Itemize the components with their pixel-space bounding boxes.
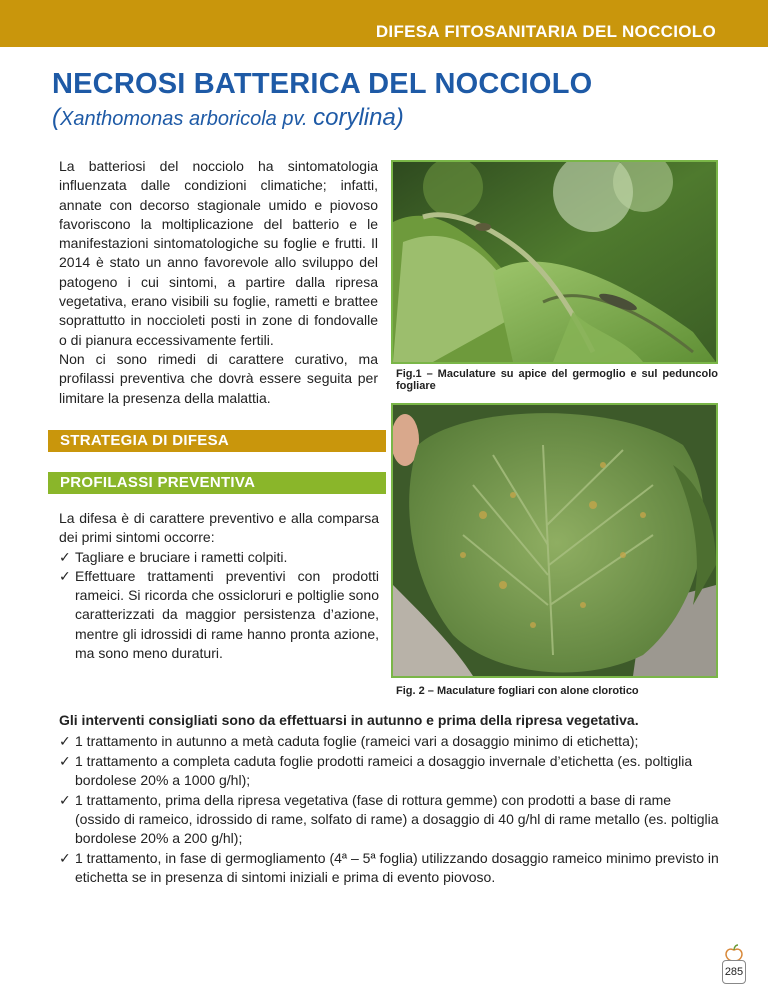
list-item [59,567,379,663]
list-item [59,732,719,751]
page-title: NECROSI BATTERICA DEL NOCCIOLO [52,68,593,100]
check-icon: ✓ [59,567,71,584]
page-number: 285 [722,960,746,984]
list-item-text: Effettuare trattamenti preventivi con prodotti rameici. Si ricorda che ossicloruri e poltiglie sono caratterizzati da maggior persistenza d’azione, mentre gli idrossidi di rame hanno pronta azione, ma sono meno duraturi. [75,567,379,662]
section-header: DIFESA FITOSANITARIA DEL NOCCIOLO [375,22,716,41]
figure-2-caption: Fig. 2 – Maculature fogliari con alone clorotico [396,685,639,697]
check-icon: ✓ [59,732,71,749]
section-strategy-heading: STRATEGIA DI DIFESA [48,430,386,452]
list-item-text: 1 trattamento in autunno a metà caduta foglie (rameici vari a dosaggio minimo di etichetta); [75,732,639,749]
check-icon: ✓ [59,850,71,867]
list-item-text: 1 trattamento a completa caduta foglie prodotti rameici a dosaggio invernale d’etichetta (es. poltiglia bordolese 20% a 1000 g/hl); [75,753,693,788]
interventions-block [59,711,719,888]
figure-1-caption: Fig.1 – Maculature su apice del germoglio e sul peduncolo fogliare [396,368,718,392]
list-item [59,849,719,886]
check-icon: ✓ [59,548,71,565]
list-item [59,791,719,847]
list-item [59,548,379,567]
subtitle-pathovar: corylina) [313,104,404,131]
defense-text [59,509,379,663]
list-item-text: Tagliare e bruciare i rametti colpiti. [75,548,288,565]
check-icon: ✓ [59,753,71,770]
list-item [59,752,719,789]
leaf-photo-illustration [393,405,716,676]
intro-text [59,157,378,408]
intro-paragraph: Non ci sono rimedi di carattere curativo, ma profilassi preventiva che dovrà essere seguita per limitare la presenza della malattia. [59,350,378,406]
defense-list [59,548,379,664]
section-prevention-heading: PROFILASSI PREVENTIVA [48,472,386,494]
subtitle-species: Xanthomonas arboricola pv. [60,108,314,130]
list-item-text: 1 trattamento, in fase di germogliamento (4ª – 5ª foglia) utilizzando dosaggio rameico minimo previsto in etichetta se in presenza di sintomi iniziali e prima di evento piovoso. [75,850,719,885]
interventions-list [59,732,719,887]
intro-paragraph: La batteriosi del nocciolo ha sintomatologia influenzata dalle condizioni climatiche; infatti, annate con decorso stagionale umido e piovoso favoriscono la moltiplicazione del batterio e le manifestazioni sintomatologiche su foglie e frutti. Il 2014 è stato un anno favorevole allo sviluppo del patogeno i cui sintomi, a partire dalla ripresa vegetativa, erano visibili su foglie, rametti e brattee soprattutto in noccioleti posti in zone di fondovalle o di pianura eccessivamente fertili. [59,158,378,348]
interventions-heading: Gli interventi consigliati sono da effettuarsi in autunno e prima della ripresa vegetativa. [59,712,639,728]
check-icon: ✓ [59,792,71,809]
subtitle-paren: ( [52,104,60,131]
shoot-photo-illustration [393,162,716,362]
header-bar [0,0,768,47]
figure-1-photo [391,160,718,364]
defense-intro: La difesa è di carattere preventivo e alla comparsa dei primi sintomi occorre: [59,510,379,546]
list-item-text: 1 trattamento, prima della ripresa vegetativa (fase di rottura gemme) con prodotti a base di rame (ossido di rameico, idrossido di rame, solfato di rame) a dosaggio di 40 g/hl di rame metallo (es. poltiglia bordolese 20% a 200 g/hl); [75,792,719,846]
figure-2-photo [391,403,718,678]
page-subtitle [52,104,404,132]
